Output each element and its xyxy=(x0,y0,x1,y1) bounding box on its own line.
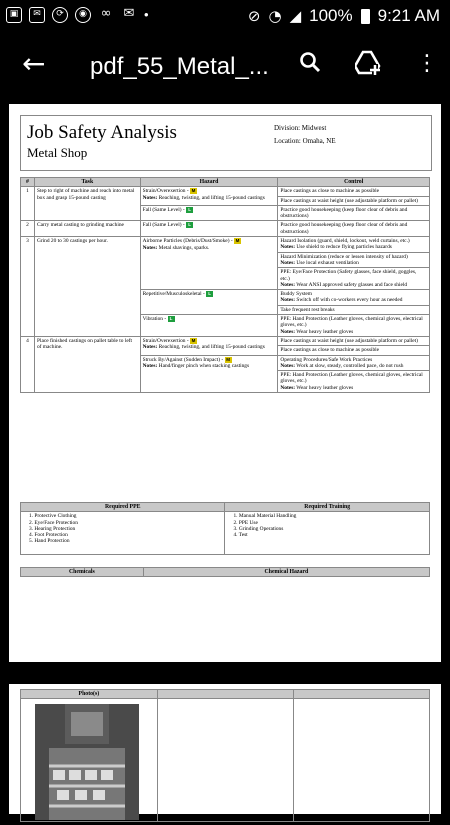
training-list xyxy=(225,512,430,555)
risk-low-badge: L xyxy=(206,291,213,297)
notes-text: Use local exhaust ventilation xyxy=(295,259,359,266)
pdf-page-2 xyxy=(9,684,441,814)
notes-text: Reaching, twisting, and lifting 15-pound castings xyxy=(157,344,265,351)
control-cell xyxy=(278,290,430,306)
status-bar xyxy=(0,0,450,32)
photos-header-blank xyxy=(157,690,294,699)
notes-label: Notes: xyxy=(280,259,296,266)
add-to-drive-icon[interactable] xyxy=(355,50,383,82)
photo-image xyxy=(35,704,139,820)
photos-header-blank xyxy=(294,690,430,699)
vibrate-mute-icon: ⊘ xyxy=(247,7,261,25)
division-location xyxy=(274,122,336,148)
row-num: 3 xyxy=(21,237,35,337)
task-cell: Place finished castings on pallet table to left of machine. xyxy=(34,336,140,392)
hazard-name: Struck By/Against (Sudden Impact) - xyxy=(142,356,224,363)
notes-label: Notes: xyxy=(142,244,158,251)
notes-label: Notes: xyxy=(142,344,158,351)
table-row xyxy=(21,187,430,196)
notes-label: Notes: xyxy=(280,281,296,288)
risk-low-badge: L xyxy=(186,222,193,228)
ppe-training-table xyxy=(20,502,430,555)
control-cell xyxy=(278,355,430,371)
control-text: Hazard Isolation (guard, shield, lockout, weld curtains, etc.) xyxy=(280,238,410,245)
table-row xyxy=(21,237,430,253)
hazard-cell xyxy=(140,315,278,337)
table-row xyxy=(21,221,430,237)
photo-cell xyxy=(294,699,430,822)
jsa-table xyxy=(20,177,430,393)
risk-medium-badge: M xyxy=(235,238,240,244)
control-text: PPE: Hand Protection (Leather gloves, chemical gloves, electrical gloves, etc.) xyxy=(280,372,423,385)
notes-text: Use shield to reduce flying particles hazards xyxy=(295,244,392,251)
pdf-page-1 xyxy=(9,104,441,662)
list-item: 1. Protective Clothing xyxy=(29,513,77,520)
document-subheading: Metal Shop xyxy=(27,145,88,160)
control-cell xyxy=(278,252,430,268)
notes-label: Notes: xyxy=(142,194,158,201)
control-cell: Practice good housekeeping (keep floor clear of debris and obstructions) xyxy=(278,205,430,221)
risk-medium-badge: M xyxy=(191,188,196,194)
list-item: 4. Foot Protection xyxy=(29,532,68,539)
list-item: 2. Eye/Face Protection xyxy=(29,519,78,526)
hazard-name: Fall (Same Level) - xyxy=(142,207,185,214)
hazard-cell xyxy=(140,355,278,392)
email-notification-icon: ✉ xyxy=(29,7,45,23)
hazard-name: Strain/Overexertion - xyxy=(142,188,189,195)
table-header-row xyxy=(21,178,430,187)
message-icon: ✉ xyxy=(123,6,135,21)
task-cell: Grind 20 to 30 castings per hour. xyxy=(34,237,140,337)
ppe-list xyxy=(21,512,225,555)
col-hazard-header: Hazard xyxy=(140,178,278,187)
col-control-header: Control xyxy=(278,178,430,187)
signal-icon: ◢ xyxy=(289,7,302,25)
chemicals-header: Chemicals xyxy=(21,568,144,577)
hazard-cell xyxy=(140,290,278,315)
col-task-header: Task xyxy=(34,178,140,187)
hazard-cell xyxy=(140,221,278,237)
risk-medium-badge: M xyxy=(226,356,230,362)
control-cell: Take frequent rest breaks xyxy=(278,305,430,314)
list-item: 1. Manual Material Handling xyxy=(233,513,297,520)
division-text: Division: Midwest xyxy=(274,124,327,132)
table-header-row xyxy=(21,503,430,512)
gallery-notification-icon: ▣ xyxy=(6,7,22,23)
document-header xyxy=(20,115,432,171)
list-item: 3. Grinding Operations xyxy=(233,525,284,532)
control-cell xyxy=(278,268,430,290)
more-notifications-icon: • xyxy=(144,7,149,22)
notes-text: Metal shavings, sparks. xyxy=(157,244,210,251)
row-num: 1 xyxy=(21,187,35,221)
list-item: 2. PPE Use xyxy=(233,519,258,526)
table-row xyxy=(21,336,430,345)
notes-text: Reaching, twisting, and lifting 15-pound castings xyxy=(157,194,265,201)
notes-text: Work at slow, steady, controlled pace, do not rush xyxy=(295,362,404,369)
voicemail-icon: ∞ xyxy=(100,6,112,21)
hazard-name: Airborne Particles (Debris/Dust/Smoke) - xyxy=(142,238,233,245)
control-text: PPE: Hand Protection (Leather gloves, chemical gloves, electrical gloves, etc.) xyxy=(280,316,423,329)
hazard-name: Strain/Overexertion - xyxy=(142,338,189,345)
search-icon[interactable] xyxy=(298,50,322,80)
training-header: Required Training xyxy=(225,503,430,512)
risk-medium-badge: M xyxy=(191,337,196,343)
notes-label: Notes: xyxy=(142,363,158,370)
document-heading: Job Safety Analysis xyxy=(27,122,177,143)
app-bar xyxy=(0,32,450,100)
location-text: Location: Omaha, NE xyxy=(274,137,336,145)
chemicals-table xyxy=(20,567,430,577)
control-cell: Place castings as close to machine as possible xyxy=(278,346,430,355)
control-cell xyxy=(278,315,430,337)
list-item: 4. Test xyxy=(233,532,248,539)
list-item: 5. Hand Protection xyxy=(29,538,70,545)
clock: 9:21 AM xyxy=(377,6,440,25)
notes-label: Notes: xyxy=(280,328,296,335)
control-text: Operating Procedures/Safe Work Practices xyxy=(280,356,373,363)
notes-text: Wear ANSI approved safety glasses and face shield xyxy=(295,281,408,288)
task-cell: Step to right of machine and reach into metal box and grasp 15-pound casting xyxy=(34,187,140,221)
control-cell xyxy=(278,237,430,253)
notes-label: Notes: xyxy=(280,244,296,251)
document-title: pdf_55_Metal_... xyxy=(90,53,269,80)
hazard-name: Fall (Same Level) - xyxy=(142,222,185,229)
wifi-icon: ◔ xyxy=(268,7,282,25)
table-row xyxy=(21,512,430,555)
risk-low-badge: L xyxy=(168,316,175,322)
drive-notification-icon: ◉ xyxy=(75,7,91,23)
overflow-menu-icon[interactable]: ⋮ xyxy=(416,51,438,76)
back-arrow-icon[interactable]: ← xyxy=(22,47,46,80)
ppe-header: Required PPE xyxy=(21,503,225,512)
notes-text: Wear heavy leather gloves xyxy=(295,328,354,335)
row-num: 2 xyxy=(21,221,35,237)
hazard-name: Repetitive/Musculoskeletal - xyxy=(142,291,205,298)
sync-notification-icon: ⟳ xyxy=(52,7,68,23)
control-text: PPE: Eye/Face Protection (Safety glasses, face shield, goggles, etc.) xyxy=(280,269,417,282)
task-cell: Carry metal casting to grinding machine xyxy=(34,221,140,237)
hazard-cell xyxy=(140,237,278,290)
control-cell xyxy=(278,371,430,393)
notes-label: Notes: xyxy=(280,384,296,391)
control-cell: Place castings at waist height (use adjustable platform or pallet) xyxy=(278,196,430,205)
photo-cell xyxy=(157,699,294,822)
notification-icons xyxy=(6,7,149,23)
col-num-header: # xyxy=(21,178,35,187)
risk-low-badge: L xyxy=(186,207,193,213)
control-text: Buddy System xyxy=(280,291,312,298)
battery-icon xyxy=(361,9,370,24)
chemical-hazard-header: Chemical Hazard xyxy=(143,568,429,577)
list-item: 3. Hearing Protection xyxy=(29,525,76,532)
table-header-row xyxy=(21,690,430,699)
row-num: 4 xyxy=(21,336,35,392)
hazard-name: Vibration - xyxy=(142,316,167,323)
hazard-cell xyxy=(140,205,278,221)
hazard-cell xyxy=(140,336,278,355)
control-cell: Practice good housekeeping (keep floor clear of debris and obstructions) xyxy=(278,221,430,237)
hazard-cell xyxy=(140,187,278,206)
notes-label: Notes: xyxy=(280,297,296,304)
notes-text: Switch off with co-workers every hour as needed xyxy=(295,297,403,304)
table-header-row xyxy=(21,568,430,577)
notes-text: Hand/finger pinch when stacking castings xyxy=(157,363,250,370)
notes-label: Notes: xyxy=(280,362,296,369)
photos-header: Photo(s) xyxy=(21,690,158,699)
control-cell: Place castings at waist height (use adjustable platform or pallet) xyxy=(278,336,430,345)
battery-text: 100% xyxy=(309,6,353,25)
control-cell: Place castings as close to machine as possible xyxy=(278,187,430,196)
control-text: Hazard Minimization (reduce or lessen intensity of hazard) xyxy=(280,253,408,260)
notes-text: Wear heavy leather gloves xyxy=(295,384,354,391)
